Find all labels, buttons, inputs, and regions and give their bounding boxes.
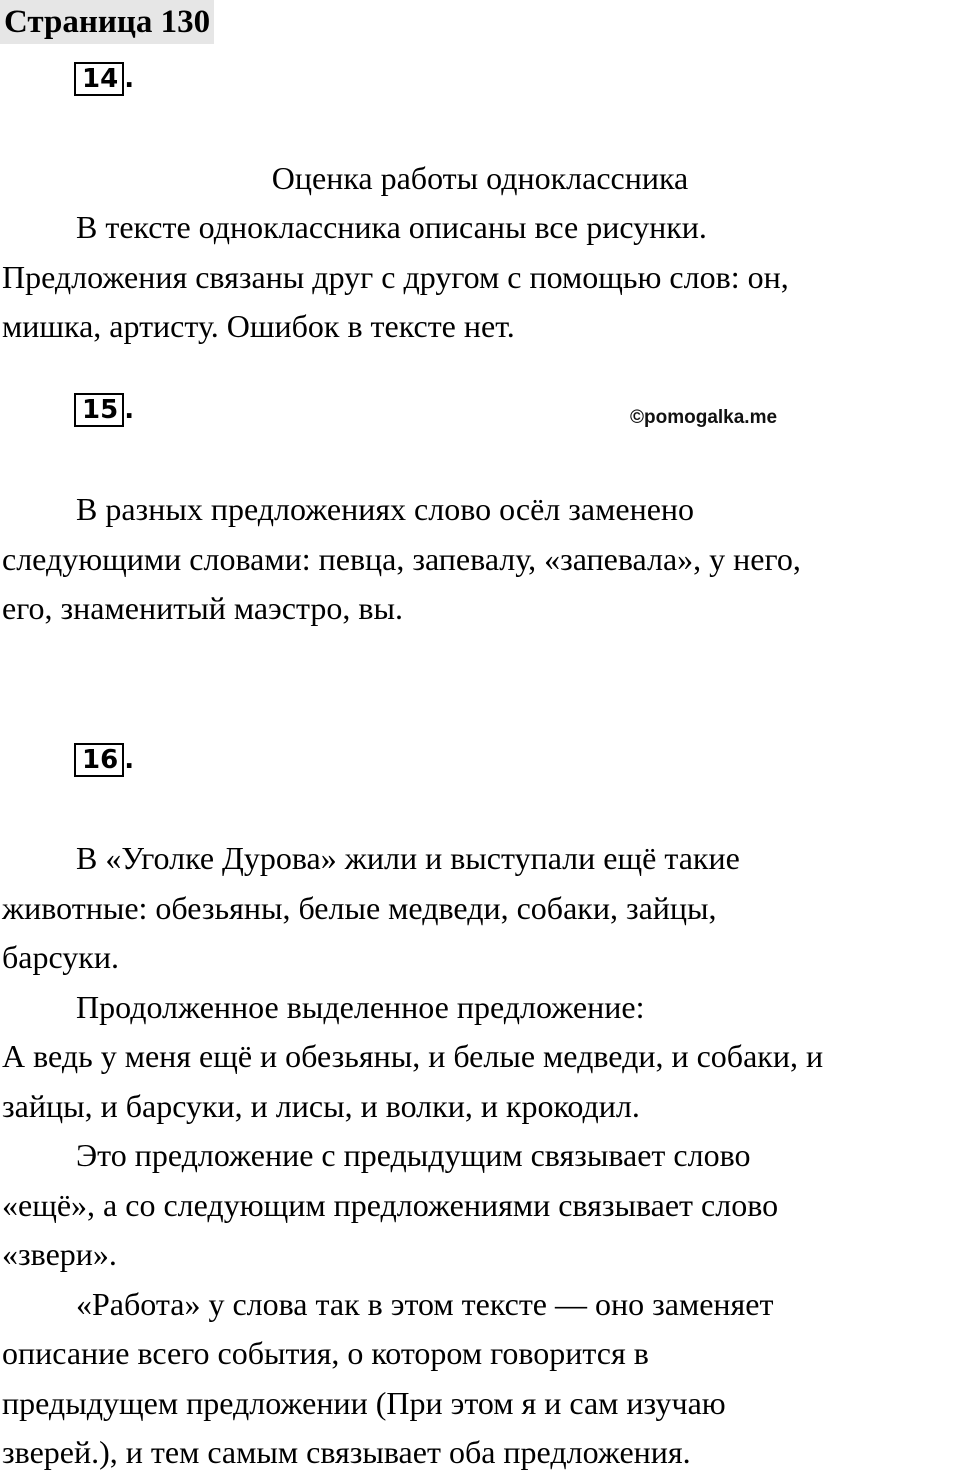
- paragraph: [2, 1032, 960, 1131]
- paragraph: [2, 1280, 960, 1478]
- task-number-16: [74, 743, 134, 777]
- task-number-14: [74, 62, 134, 96]
- task-number-dot: .: [124, 395, 135, 425]
- task-number-box: 15: [74, 393, 124, 427]
- paragraph: [2, 203, 960, 253]
- paragraph: [2, 253, 960, 352]
- task-16-body: [2, 834, 960, 1478]
- text-line: его, знаменитый маэстро, вы.: [2, 590, 403, 626]
- task-15-body: [2, 485, 960, 634]
- text-line: следующими словами: певца, запевалу, «запевала», у него,: [2, 540, 801, 577]
- text-line: «Работа» у слова так в этом тексте — оно заменяет: [76, 1285, 774, 1322]
- text-line: животные: обезьяны, белые медведи, собаки, зайцы,: [2, 889, 717, 926]
- paragraph: [2, 1131, 960, 1280]
- paragraph: [2, 834, 960, 983]
- task-number-box: 14: [74, 62, 124, 96]
- task-number-box: 16: [74, 743, 124, 777]
- text-line: Предложения связаны друг с другом с помощью слов: он,: [2, 258, 789, 295]
- text-line: «ещё», а со следующим предложениями связывает слово: [2, 1186, 779, 1223]
- paragraph: [2, 983, 960, 1033]
- text-line: В «Уголке Дурова» жили и выступали ещё такие: [76, 840, 740, 876]
- task-number-dot: .: [124, 745, 135, 775]
- paragraph: [2, 485, 960, 634]
- text-line: предыдущем предложении (При этом я и сам изучаю: [2, 1384, 726, 1421]
- text-line: зверей.), и тем самым связывает оба предложения.: [2, 1434, 691, 1470]
- task-14-title: Оценка работы одноклассника: [271, 160, 689, 196]
- page-title: Страница 130: [0, 0, 214, 44]
- text-line: В разных предложениях слово осёл заменено: [76, 491, 695, 527]
- text-line: Продолженное выделенное предложение:: [76, 988, 645, 1025]
- watermark-text: ©pomogalka.me: [630, 407, 778, 428]
- text-line: В тексте одноклассника описаны все рисунки.: [76, 209, 707, 245]
- text-line: зайцы, и барсуки, и лисы, и волки, и крокодил.: [2, 1087, 640, 1124]
- text-line: Это предложение с предыдущим связывает слово: [76, 1137, 751, 1173]
- task-number-dot: .: [124, 64, 135, 94]
- text-line: описание всего события, о котором говорится в: [2, 1335, 649, 1371]
- text-line: барсуки.: [2, 939, 119, 975]
- task-number-15: [74, 393, 134, 427]
- text-line: «звери».: [2, 1236, 117, 1272]
- text-line: мишка, артисту. Ошибок в тексте нет.: [2, 308, 515, 344]
- text-line: А ведь у меня ещё и обезьяны, и белые медведи, и собаки, и: [2, 1038, 824, 1074]
- task-14-body: [2, 203, 960, 352]
